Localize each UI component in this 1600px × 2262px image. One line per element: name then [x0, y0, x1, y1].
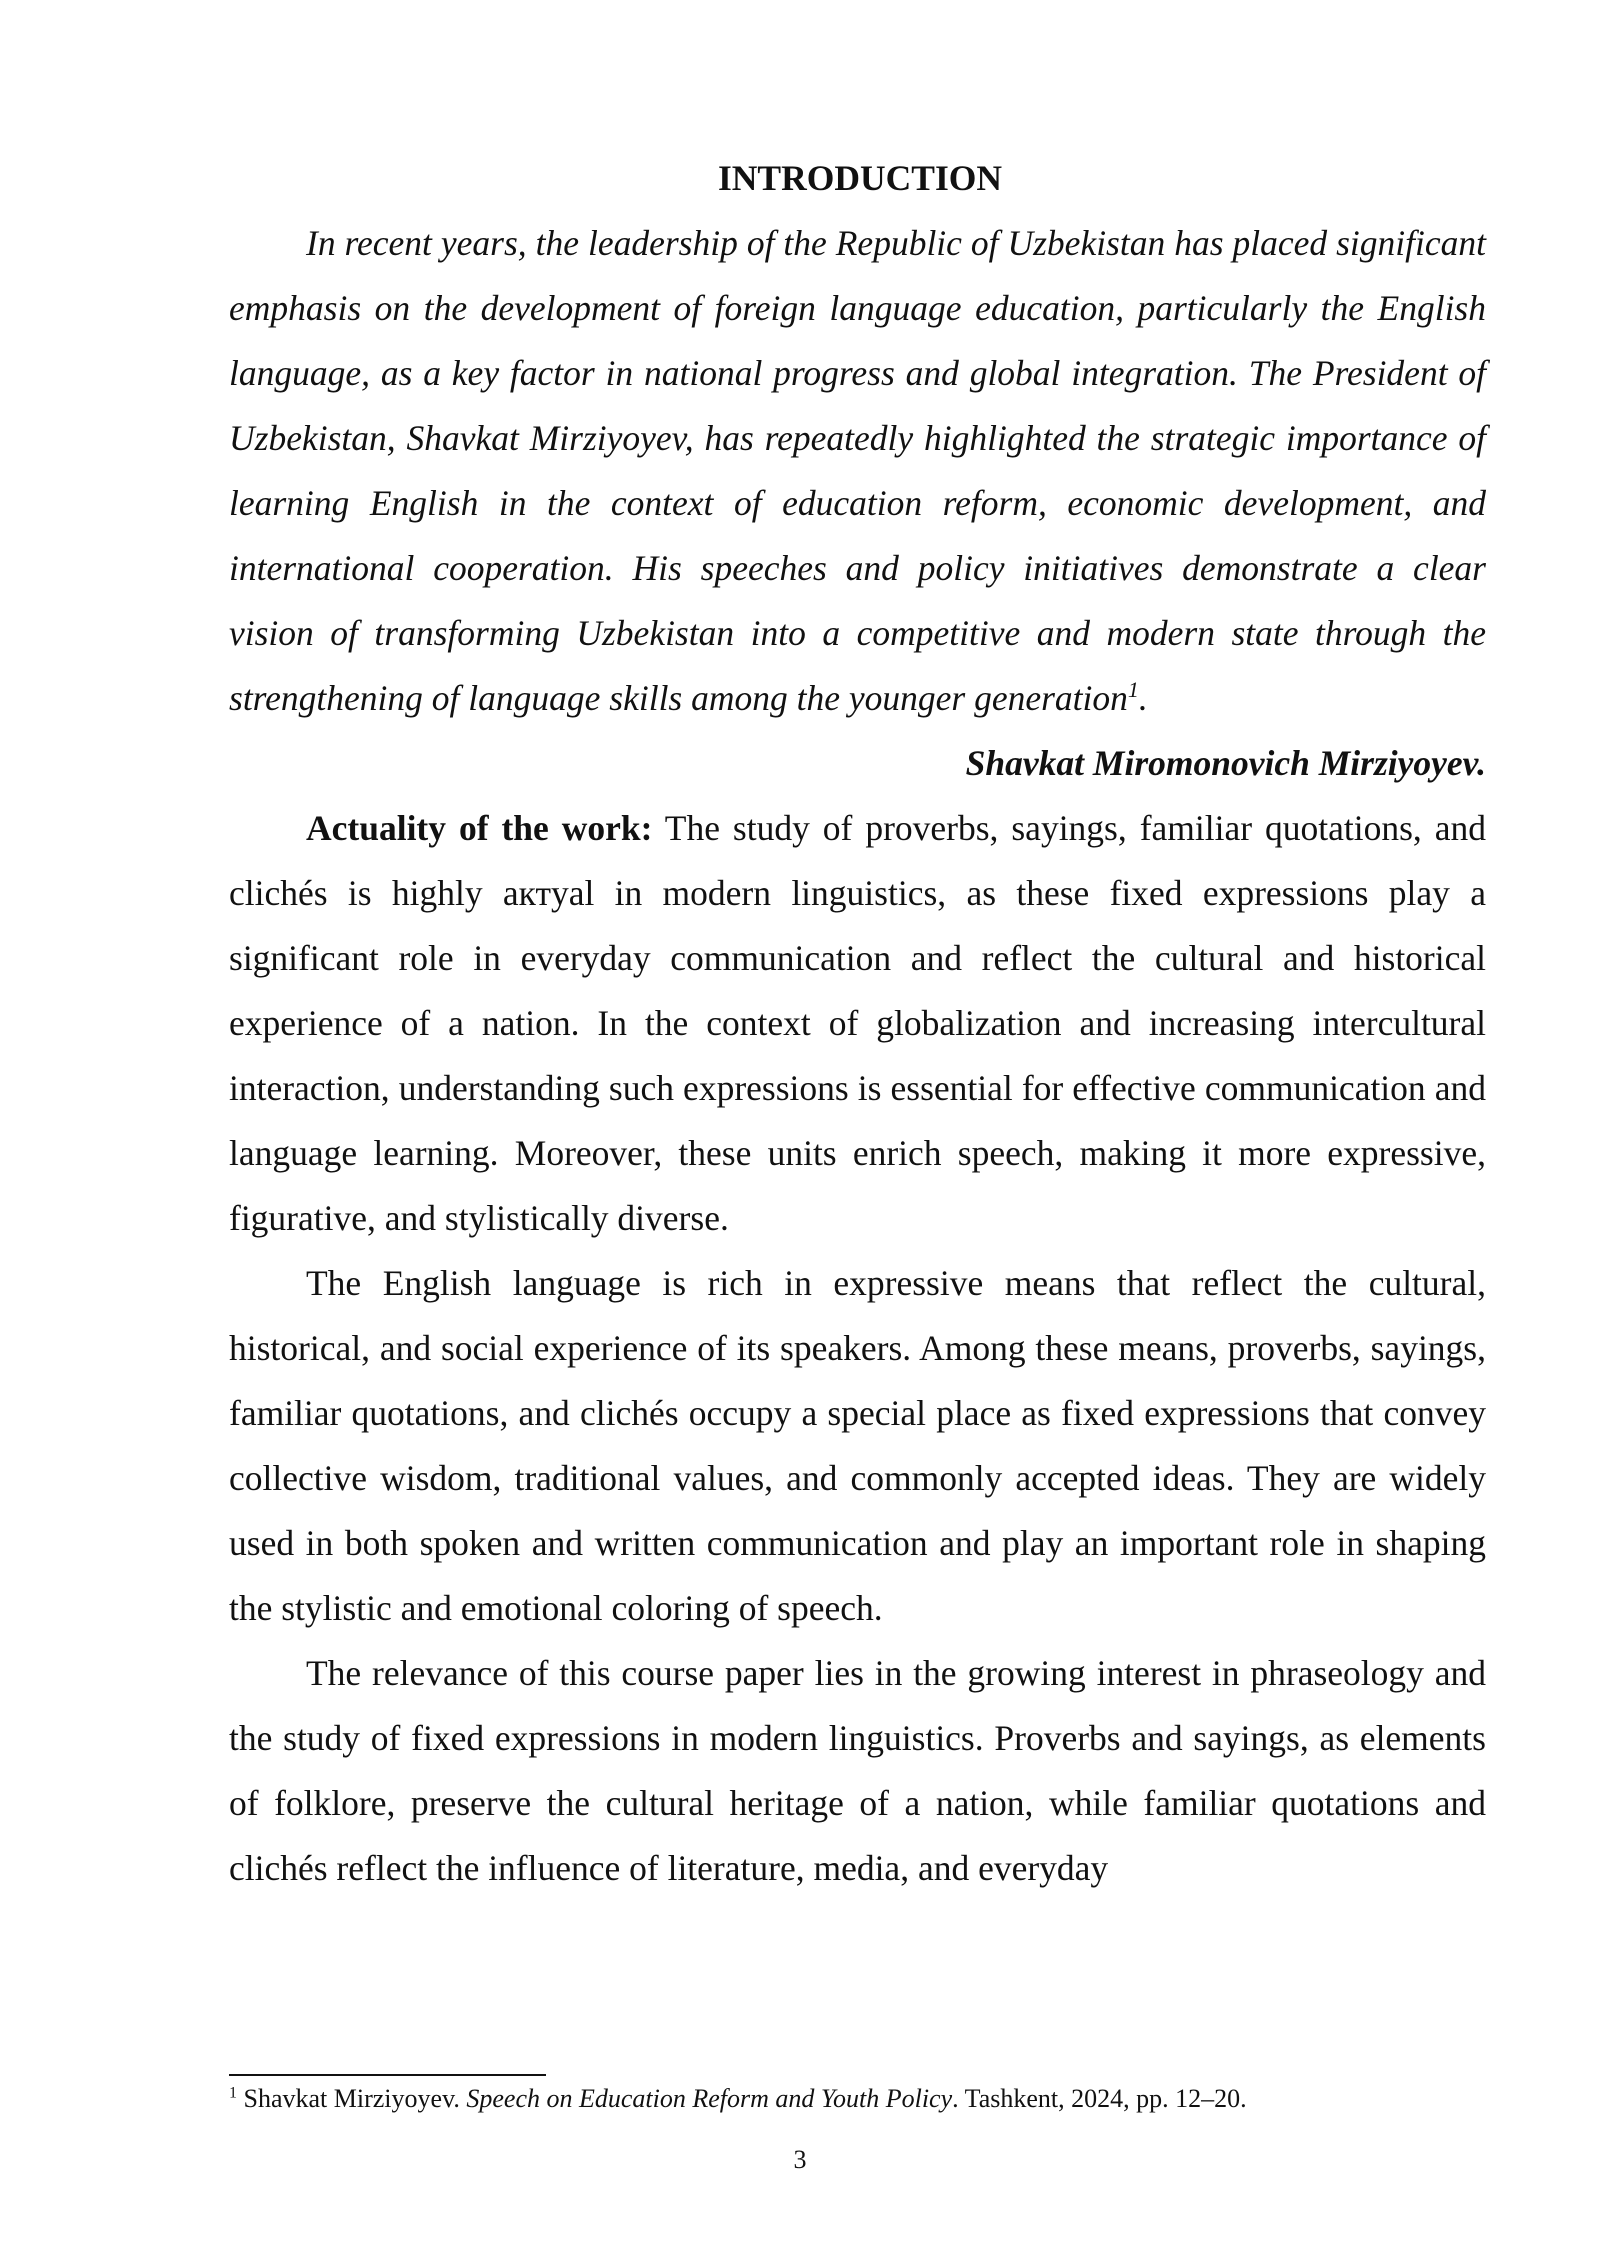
- body-paragraph-2: The English language is rich in expressive means that reflect the cultural, historical, and social experience of its speakers. Among these means, proverbs, sayings, familiar quotations, and clichés occupy a special place as fixed expressions that convey collective wisdom, traditional values, and commonly accepted ideas. They are widely used in both spoken and written communication and play an important role in shaping the stylistic and emotional coloring of speech.: [229, 1263, 1486, 1628]
- quote-attribution: Shavkat Miromonovich Mirziyoyev.: [965, 743, 1486, 783]
- footnote-author: Shavkat Mirziyoyev.: [237, 2084, 467, 2113]
- footnote: [229, 2081, 1486, 2117]
- actuality-paragraph: [229, 796, 1486, 1251]
- footnote-separator: [229, 2074, 546, 2076]
- main-text: [229, 146, 1486, 1901]
- actuality-text: The study of proverbs, sayings, familiar quotations, and clichés is highly актyal in modern linguistics, as these fixed expressions play a significant role in everyday communication and reflect the cultural and historical experience of a nation. In the context of globalization and increasing intercultural interaction, understanding such expressions is essential for effective communication and language learning. Moreover, these units enrich speech, making it more expressive, figurative, and stylistically diverse.: [229, 808, 1486, 1238]
- footnote-rest: . Tashkent, 2024, pp. 12–20.: [952, 2084, 1247, 2113]
- footnote-title: Speech on Education Reform and Youth Policy: [466, 2084, 953, 2113]
- intro-paragraph: [229, 211, 1486, 731]
- page-number: 3: [793, 2145, 807, 2174]
- intro-end: .: [1138, 678, 1148, 718]
- body-paragraph-3: The relevance of this course paper lies in the growing interest in phraseology and the study of fixed expressions in modern linguistics. Proverbs and sayings, as elements of folklore, preserve the cultural heritage of a nation, while familiar quotations and clichés reflect the influence of literature, media, and everyday: [229, 1653, 1486, 1888]
- actuality-label: Actuality of the work:: [306, 808, 653, 848]
- footnote-marker: 1: [229, 2084, 237, 2102]
- intro-text: In recent years, the leadership of the Republic of Uzbekistan has placed significant emphasis on the development of foreign language education, particularly the English language, as a key factor in national progress and global integration. The President of Uzbekistan, Shavkat Mirziyoyev, has repeatedly highlighted the strategic importance of learning English in the context of education reform, economic development, and international cooperation. His speeches and policy initiatives demonstrate a clear vision of transforming Uzbekistan into a competitive and modern state through the strengthening of language skills among the younger generation: [229, 223, 1486, 718]
- footnote-reference[interactable]: 1: [1127, 677, 1139, 703]
- section-heading: INTRODUCTION: [717, 158, 1003, 198]
